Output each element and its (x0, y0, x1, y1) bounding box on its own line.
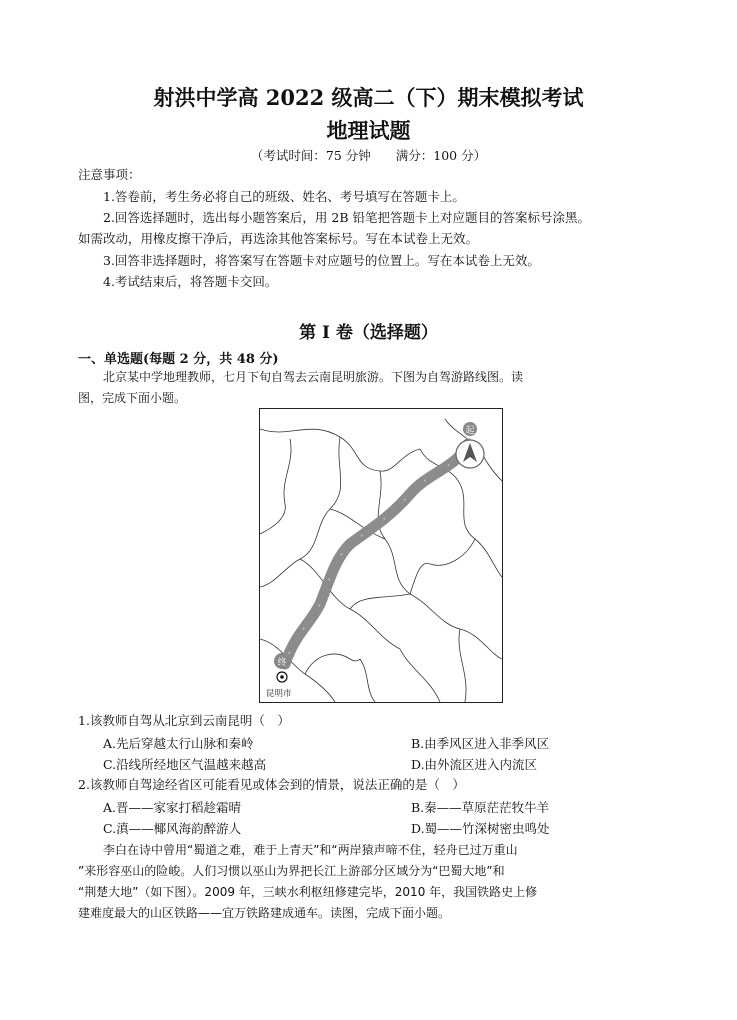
question-option[interactable]: C.沿线所经地区气温越来越高 (103, 757, 267, 772)
province-border (410, 594, 502, 659)
province-border (400, 649, 440, 702)
question-stem: 1.该教师自驾从北京到云南昆明（ ） (78, 713, 290, 728)
part-heading: 一、单选题(每题 2 分，共 48 分) (78, 352, 279, 367)
province-border (360, 659, 375, 702)
question-option[interactable]: B.秦——草原茫茫牧牛羊 (411, 800, 550, 815)
province-border (350, 594, 410, 609)
question-stem: 2.该教师自驾途经省区可能看见或体会到的情景，说法正确的是（ ） (78, 777, 465, 792)
start-label: 起 (465, 426, 475, 436)
intro2-line: 建难度最大的山区铁路——宜万铁路建成通车。读图，完成下面小题。 (78, 906, 451, 920)
intro2-line: 李白在诗中曾用“蜀道之难，难于上青天”和“两岸猿声啼不住，轻舟已过万重山 (103, 843, 518, 857)
province-border (378, 471, 410, 594)
notice-item: 1.答卷前，考生务必将自己的班级、姓名、考号填写在答题卡上。 (103, 189, 465, 204)
province-border (459, 629, 466, 702)
question-option[interactable]: A.先后穿越太行山脉和秦岭 (103, 736, 254, 751)
province-border (420, 449, 502, 577)
route-map (259, 408, 503, 703)
city-dot (280, 675, 284, 679)
intro2-line: ”来形容巫山的险峻。人们习惯以巫山为界把长江上游部分区域分为“巴蜀大地”和 (78, 864, 505, 878)
question-option[interactable]: C.滇——椰风海韵醉游人 (103, 821, 242, 836)
city-label: 昆明市 (266, 689, 292, 699)
intro1-line: 北京某中学地理教师，七月下旬自驾去云南昆明旅游。下图为自驾游路线图。读 (103, 370, 524, 384)
province-border (410, 539, 475, 594)
intro1-line: 图，完成下面小题。 (78, 391, 187, 405)
question-option[interactable]: D.蜀——竹深树密虫鸣处 (411, 821, 550, 836)
notice-item: 3.回答非选择题时，将答案写在答题卡对应题号的位置上。写在本试卷上无效。 (103, 253, 540, 268)
province-border (260, 437, 341, 587)
notice-item: 2.回答选择题时，选出每小题答案后，用 2B 铅笔把答题卡上对应题目的答案标号涂黑。 (103, 210, 591, 225)
section-title: 第 I 卷（选择题） (299, 323, 438, 343)
exam-subject: 地理试题 (326, 118, 411, 143)
end-label: 终 (277, 658, 287, 668)
exam-info: （考试时间：75 分钟 满分：100 分） (250, 148, 487, 163)
intro2-line: “荆楚大地”（如下图）。2009 年，三峡水利枢纽修建完毕，2010 年，我国铁路史上修 (78, 885, 538, 899)
notice-item: 如需改动，用橡皮擦干净后，再选涂其他答案标号。写在本试卷上无效。 (78, 231, 479, 246)
route-map-svg (260, 409, 502, 702)
notice-item: 4.考试结束后，将答题卡交回。 (103, 274, 278, 289)
question-option[interactable]: D.由外流区进入内流区 (411, 757, 538, 772)
province-border (305, 654, 360, 674)
question-option[interactable]: B.由季风区进入非季风区 (411, 736, 550, 751)
province-border (260, 439, 291, 534)
exam-title: 射洪中学高 2022 级高二（下）期末模拟考试 (153, 85, 584, 110)
notice-heading: 注意事项： (78, 167, 141, 182)
province-border (260, 429, 420, 471)
question-option[interactable]: A.晋——家家打稻趁霜晴 (103, 800, 242, 815)
